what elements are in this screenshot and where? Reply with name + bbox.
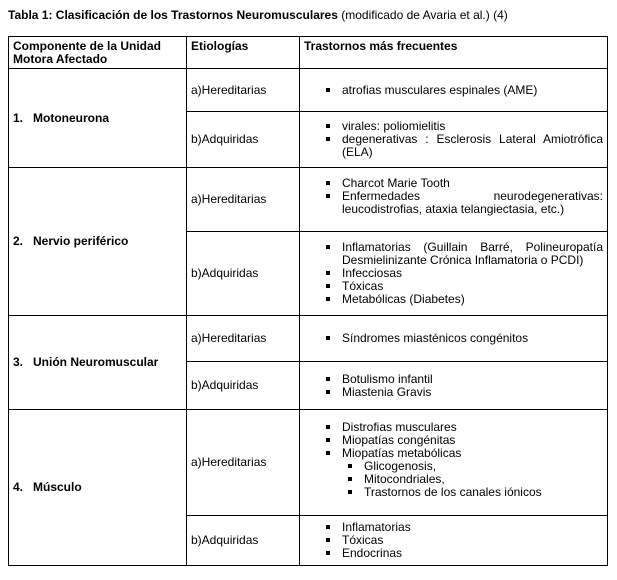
etiology-acquired: b)Adquiridas — [187, 362, 300, 410]
header-component: Componente de la Unidad Motora Afectado — [9, 37, 187, 69]
list-item: virales: poliomielitis — [326, 120, 603, 133]
list-item: Miopatías metabólicas — [326, 447, 603, 460]
list-item: Inflamatorias — [326, 521, 603, 534]
disorders-cell — [300, 232, 608, 316]
caption-label: Tabla 1: Clasificación de los Trastornos Neuromusculares — [8, 8, 338, 22]
list-item: Distrofias musculares — [326, 421, 603, 434]
disorders-cell — [300, 168, 608, 232]
disorders-cell — [300, 516, 608, 566]
etiology-hereditary: a)Hereditarias — [187, 69, 300, 112]
etiology-acquired: b)Adquiridas — [187, 112, 300, 168]
etiology-acquired: b)Adquiridas — [187, 232, 300, 316]
sub-list-item: Trastornos de los canales iónicos — [348, 486, 603, 499]
disorders-cell — [300, 362, 608, 410]
caption-note: (modificado de Avaria et al.) (4) — [341, 8, 508, 22]
table-caption — [8, 8, 508, 22]
list-item: Infecciosas — [326, 267, 603, 280]
component-number: 2. — [13, 234, 24, 248]
neuromuscular-classification-table — [8, 36, 608, 566]
list-item: Metabólicas (Diabetes) — [326, 293, 603, 306]
table-row — [9, 410, 608, 516]
list-item: Inflamatorias (Guillain Barré, Polineuropatía Desmielinizante Crónica Inflamatoria o PCDI) — [326, 241, 603, 267]
list-item: Síndromes miasténicos congénitos — [326, 332, 603, 345]
header-disorders: Trastornos más frecuentes — [300, 37, 608, 69]
component-number: 3. — [13, 355, 24, 369]
disorders-cell — [300, 316, 608, 362]
disorders-cell — [300, 410, 608, 516]
component-cell — [9, 168, 187, 316]
table-row — [9, 168, 608, 232]
component-name: Unión Neuromuscular — [33, 355, 159, 369]
component-cell — [9, 69, 187, 168]
component-number: 4. — [13, 480, 24, 494]
list-item: Endocrinas — [326, 547, 603, 560]
etiology-hereditary: a)Hereditarias — [187, 410, 300, 516]
list-item: degenerativas : Esclerosis Lateral Amiotrófica (ELA) — [326, 133, 603, 159]
list-item: Charcot Marie Tooth — [326, 177, 603, 190]
list-item: atrofias musculares espinales (AME) — [326, 84, 603, 97]
disorders-cell — [300, 69, 608, 112]
etiology-hereditary: a)Hereditarias — [187, 168, 300, 232]
sub-list-item: Glicogenosis, — [348, 460, 603, 473]
list-item: Tóxicas — [326, 534, 603, 547]
component-number: 1. — [13, 110, 24, 125]
list-item: Miopatías congénitas — [326, 434, 603, 447]
list-item: Tóxicas — [326, 280, 603, 293]
list-item: Botulismo infantil — [326, 373, 603, 386]
component-cell — [9, 316, 187, 410]
table-row — [9, 69, 608, 112]
header-row — [9, 37, 608, 69]
list-item: Miastenia Gravis — [326, 386, 603, 399]
etiology-acquired: b)Adquiridas — [187, 516, 300, 566]
component-cell — [9, 410, 187, 566]
list-item: Enfermedades neurodegenerativas: leucodistrofias, ataxia telangiectasia, etc.) — [326, 190, 603, 216]
component-name: Músculo — [33, 480, 82, 494]
header-etiology: Etiologías — [187, 37, 300, 69]
etiology-hereditary: a)Hereditarias — [187, 316, 300, 362]
sub-list-item: Mitocondriales, — [348, 473, 603, 486]
disorders-cell — [300, 112, 608, 168]
component-name: Nervio periférico — [33, 234, 129, 248]
table-row — [9, 316, 608, 362]
component-name: Motoneurona — [33, 110, 109, 125]
